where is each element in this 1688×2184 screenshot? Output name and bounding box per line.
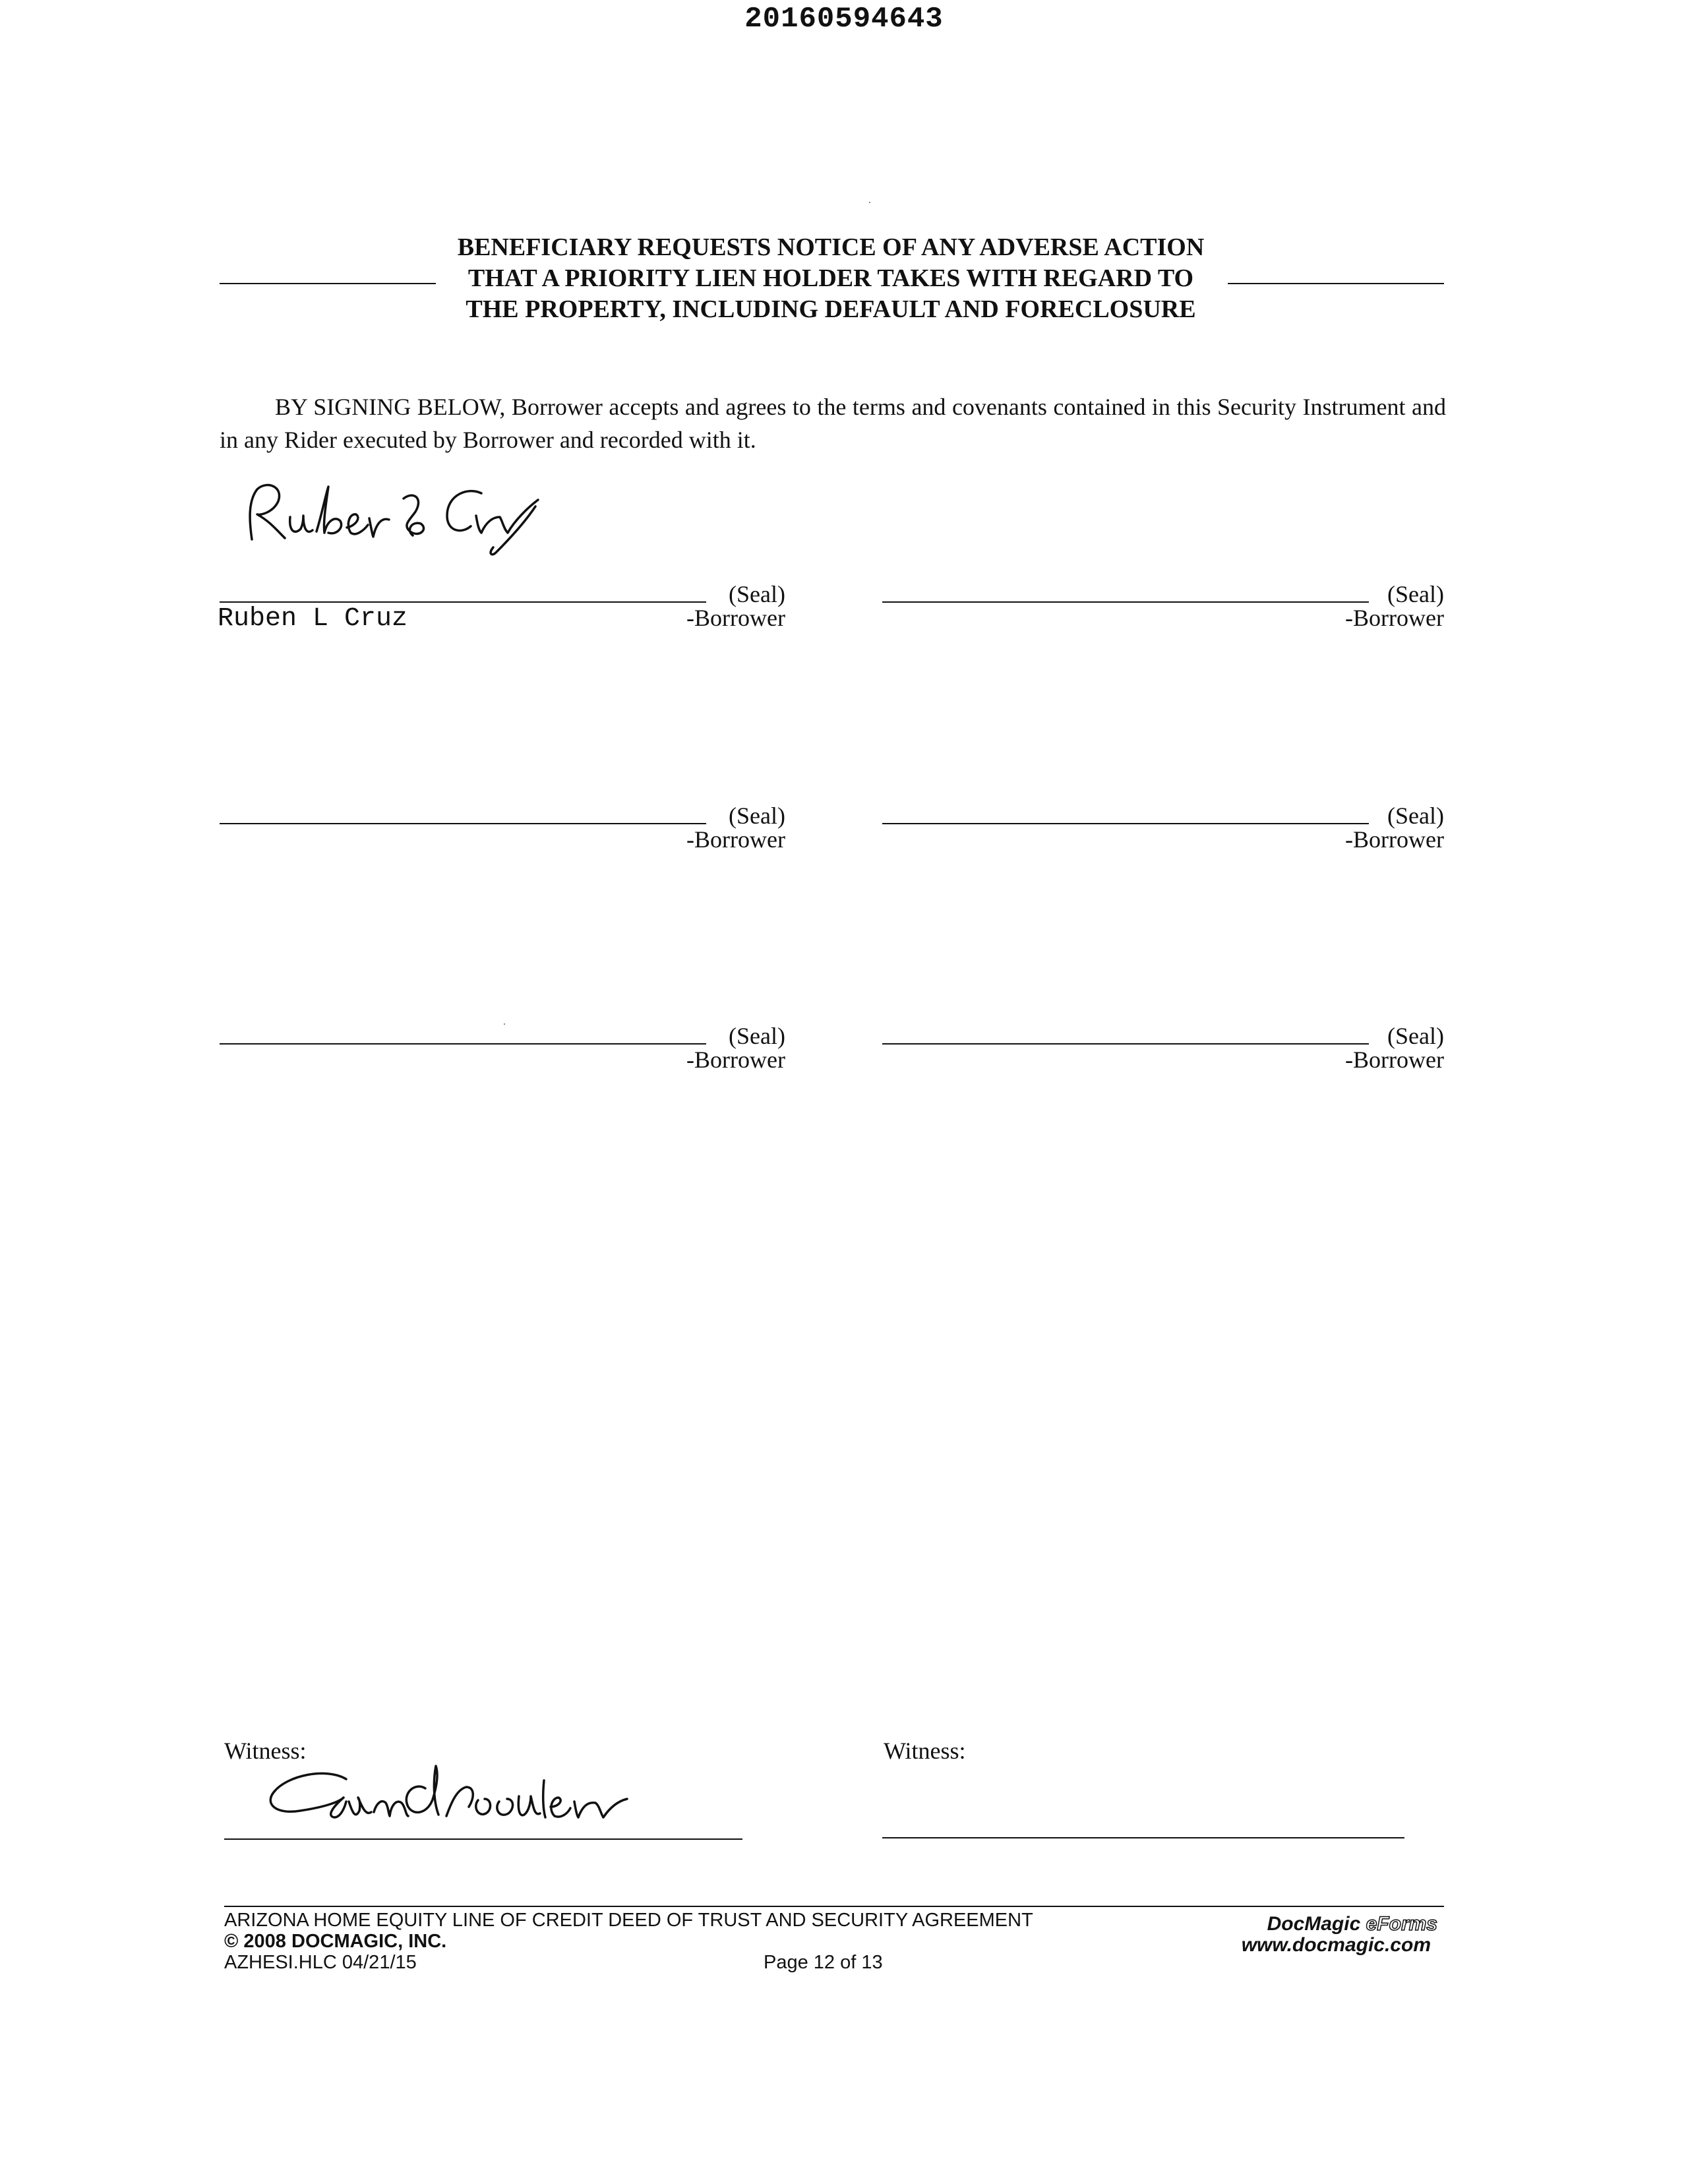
- scan-speck: [504, 1023, 505, 1025]
- witness-label-1: Witness:: [224, 1738, 307, 1764]
- footer-website: www.docmagic.com: [1241, 1934, 1431, 1956]
- seal-label-5: (Seal): [729, 1023, 785, 1049]
- scan-speck: [869, 202, 870, 203]
- witness-label-2: Witness:: [884, 1738, 966, 1764]
- borrower-signature: [237, 475, 541, 561]
- footer-form-title: ARIZONA HOME EQUITY LINE OF CREDIT DEED OF TRUST AND SECURITY AGREEMENT: [224, 1910, 1033, 1931]
- notice-line-2: THAT A PRIORITY LIEN HOLDER TAKES WITH REGARD TO: [467, 264, 1194, 292]
- witness-line-1: [224, 1838, 742, 1840]
- footer-brand: [1167, 1914, 1437, 1935]
- seal-label-2: (Seal): [1387, 581, 1444, 607]
- notice-rule-right: [1228, 283, 1444, 284]
- signature-line-borrower-2: [882, 601, 1369, 603]
- seal-label-4: (Seal): [1387, 803, 1444, 829]
- brand-name: DocMagic: [1267, 1913, 1361, 1935]
- borrower-role-2: -Borrower: [1345, 605, 1444, 631]
- seal-label-6: (Seal): [1387, 1023, 1444, 1049]
- notice-heading: [422, 232, 1240, 325]
- seal-label-3: (Seal): [729, 803, 785, 829]
- footer-rule: [224, 1906, 1444, 1907]
- borrower-typed-name-1: Ruben L Cruz: [218, 604, 408, 634]
- borrower-role-5: -Borrower: [686, 1046, 785, 1073]
- agreement-text: BY SIGNING BELOW, Borrower accepts and agrees to the terms and covenants contained in this Security Instrument and in any Rider executed by Borrower and recorded with it.: [220, 394, 1446, 453]
- witness-signature: [260, 1761, 656, 1833]
- notice-line-3: THE PROPERTY, INCLUDING DEFAULT AND FORECLOSURE: [466, 295, 1196, 323]
- agreement-paragraph: [220, 390, 1446, 456]
- notice-line-1: BENEFICIARY REQUESTS NOTICE OF ANY ADVERSE ACTION: [457, 233, 1205, 261]
- signature-line-borrower-4: [882, 823, 1369, 824]
- witness-line-2: [882, 1837, 1404, 1838]
- footer-form-code: AZHESI.HLC 04/21/15: [224, 1952, 417, 1973]
- footer-page-number: Page 12 of 13: [764, 1952, 883, 1973]
- notice-rule-left: [220, 283, 436, 284]
- recording-number: 20160594643: [744, 3, 944, 36]
- borrower-role-6: -Borrower: [1345, 1046, 1444, 1073]
- signature-line-borrower-6: [882, 1043, 1369, 1045]
- borrower-role-3: -Borrower: [686, 826, 785, 853]
- borrower-role-1: -Borrower: [686, 605, 785, 631]
- brand-suffix: eForms: [1366, 1913, 1437, 1935]
- signature-line-borrower-1: [220, 601, 706, 603]
- borrower-role-4: -Borrower: [1345, 826, 1444, 853]
- footer-copyright: © 2008 DOCMAGIC, INC.: [224, 1931, 447, 1952]
- signature-line-borrower-3: [220, 823, 706, 824]
- signature-line-borrower-5: [220, 1043, 706, 1045]
- seal-label-1: (Seal): [729, 581, 785, 607]
